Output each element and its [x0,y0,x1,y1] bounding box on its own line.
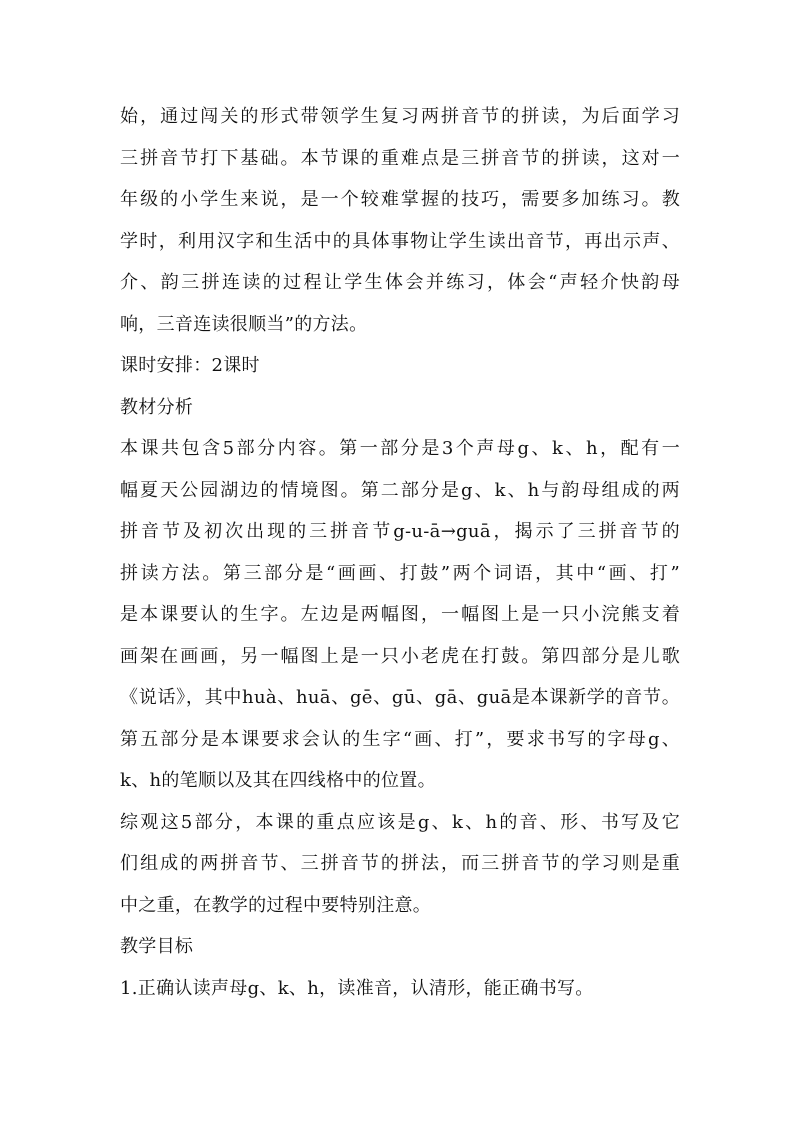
text-line: k、h的笔顺以及其在四线格中的位置。 [120,770,436,791]
text-line: 1.正确认读声母g、k、h，读准音，认清形，能正确书写。 [120,977,594,999]
text-line: 第五部分是本课要求会认的生字“画、打”，要求书写的字母g、 [120,728,680,750]
text-line: 介、韵三拼连读的过程让学生体会并练习，体会“声轻介快韵母 [120,272,680,293]
text-line: 三拼音节打下基础。本节课的重难点是三拼音节的拼读，这对一 [120,147,680,169]
text-line: 们组成的两拼音节、三拼音节的拼法，而三拼音节的学习则是重 [120,853,680,874]
text-line: 拼音节及初次出现的三拼音节g-u-ā→guā，揭示了三拼音节的 [120,521,680,542]
document-body [120,96,680,1009]
text-line: 拼读方法。第三部分是“画画、打鼓”两个词语，其中“画、打” [120,562,680,584]
text-line: 响，三音连读很顺当”的方法。 [120,313,368,335]
text-line: 画架在画画，另一幅图上是一只小老虎在打鼓。第四部分是儿歌 [120,645,680,667]
text-line: 综观这5部分，本课的重点应该是g、k、h的音、形、书写及它 [120,811,680,833]
section-heading-material-analysis: 教材分析 [120,396,194,418]
section-heading-teaching-goals: 教学目标 [120,936,194,957]
class-hours-line: 课时安排：2课时 [120,355,260,376]
text-line: 学时，利用汉字和生活中的具体事物让学生读出音节，再出示声、 [120,230,680,252]
text-line: 始，通过闯关的形式带领学生复习两拼音节的拼读，为后面学习 [120,106,680,127]
text-line: 中之重，在教学的过程中要特别注意。 [120,894,432,916]
text-line: 是本课要认的生字。左边是两幅图，一幅图上是一只小浣熊支着 [120,604,680,625]
text-line: 本课共包含5部分内容。第一部分是3个声母g、k、h，配有一 [120,438,680,459]
text-line: 年级的小学生来说，是一个较难掌握的技巧，需要多加练习。教 [120,189,680,210]
text-line: 《说话》，其中huà、huā、gē、gū、gā、guā是本课新学的音节。 [120,687,680,708]
text-line: 幅夏天公园湖边的情境图。第二部分是g、k、h与韵母组成的两 [120,479,680,501]
